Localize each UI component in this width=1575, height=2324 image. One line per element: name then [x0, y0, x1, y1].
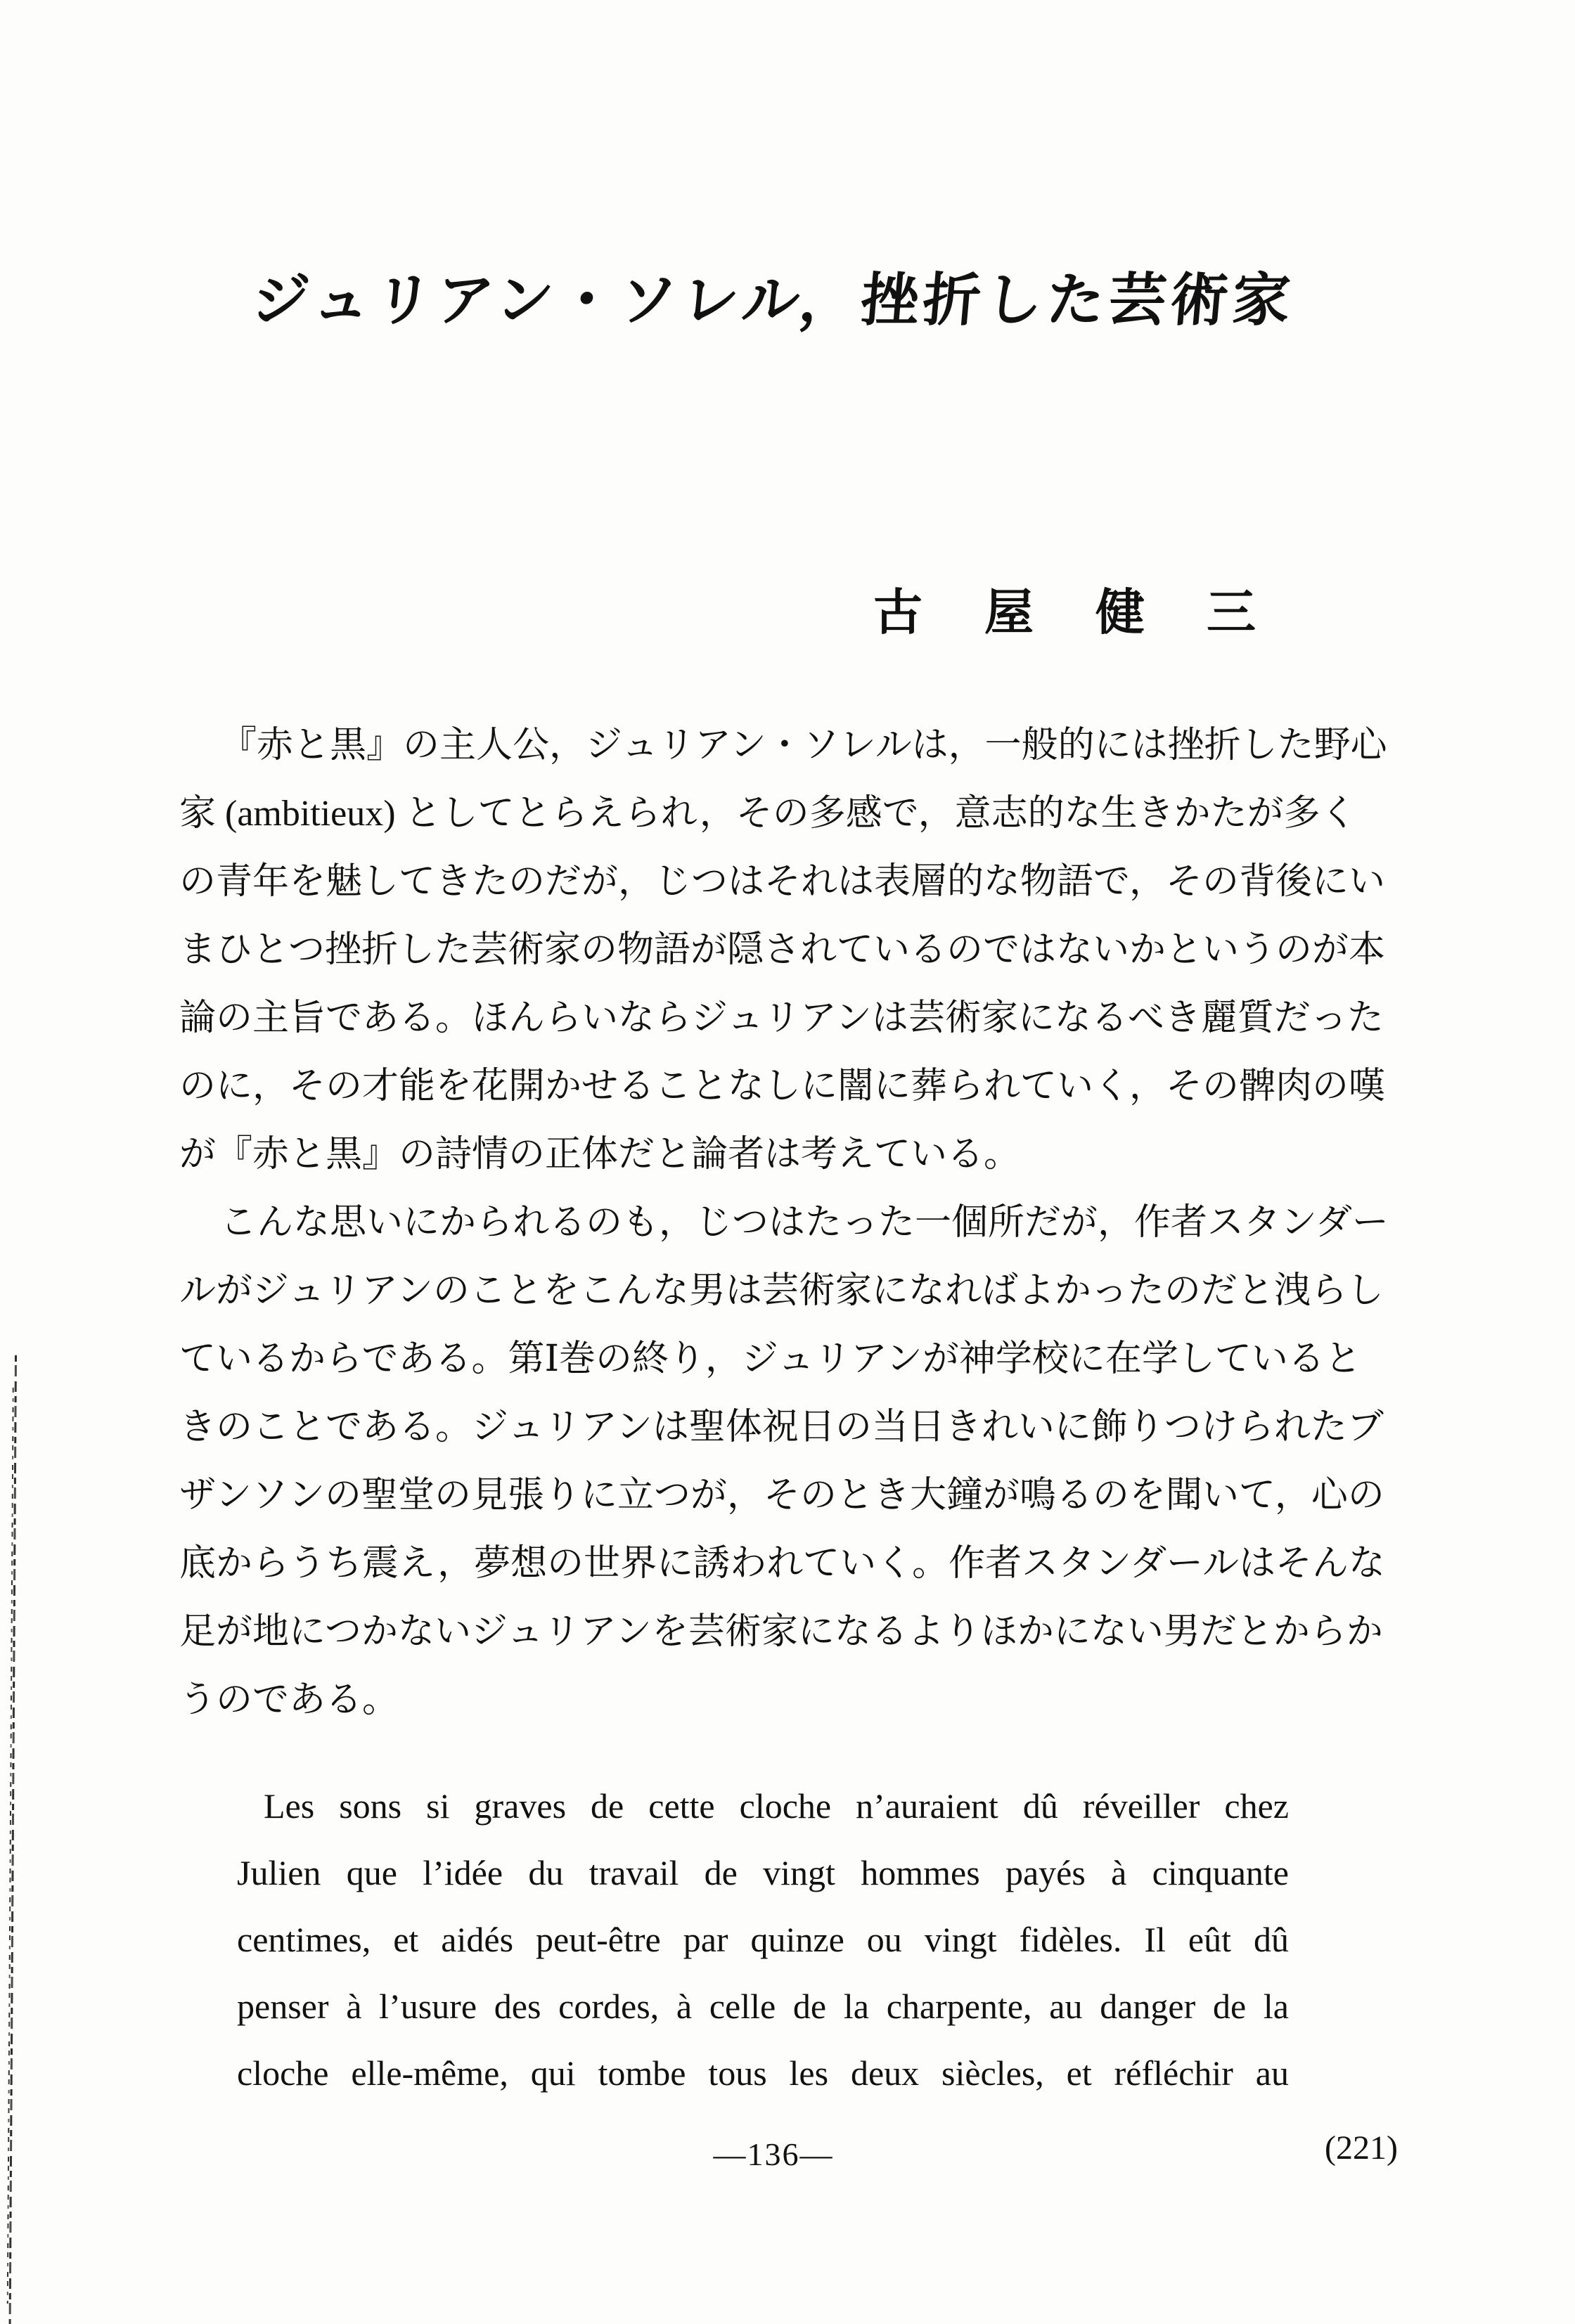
- body-line: 底からうち震え，夢想の世界に誘われていく。作者スタンダールはそんな: [179, 1544, 1385, 1584]
- body-line: 論の主旨である。ほんらいならジュリアンは芸術家になるべき麗質だった: [179, 998, 1384, 1038]
- body-line: 家 (ambitieux) としてとらえられ，その多感で，意志的な生きかたが多く: [179, 794, 1357, 834]
- body-line: きのことである。ジュリアンは聖体祝日の当日きれいに飾りつけられたブ: [179, 1407, 1384, 1447]
- body-line: まひとつ挫折した芸術家の物語が隠されているのではないかというのが本: [179, 930, 1385, 970]
- quote-line: penser à l’usure des cordes, à celle de la charpente, au danger de la: [237, 1987, 1289, 2026]
- body-line: 足が地につかないジュリアンを芸術家になるよりほかにない男だとからか: [179, 1612, 1383, 1652]
- body-line: ルがジュリアンのことをこんな男は芸術家になればよかったのだと洩らし: [179, 1271, 1384, 1311]
- paragraph-2: [179, 1189, 1389, 1734]
- body-line: こんな思いにかられるのも，じつはたった一個所だが，作者スタンダー: [220, 1203, 1389, 1243]
- quote-line: Les sons si graves de cette cloche n’auraient dû réveiller chez: [264, 1786, 1289, 1826]
- quote-line: cloche elle-même, qui tombe tous les deux siècles, et réfléchir au: [237, 2053, 1289, 2093]
- quote-line: Julien que l’idée du travail de vingt hommes payés à cinquante: [237, 1853, 1289, 1892]
- footer-page-number: —136—: [713, 2136, 834, 2172]
- article-title: ジュリアン・ソレル，挫折した芸術家: [249, 269, 1297, 333]
- footer-issue-number: (221): [1325, 2129, 1398, 2167]
- body-line: の青年を魅してきたのだが，じつはそれは表層的な物語で，その背後にい: [179, 862, 1385, 902]
- paragraph-1: [179, 711, 1387, 1189]
- scan-artifact-line: [6, 1355, 18, 2324]
- quote-line: centimes, et aidés peut-être par quinze ou vingt fidèles. Il eût dû: [237, 1920, 1289, 1959]
- author-name: 古屋健三: [873, 586, 1318, 640]
- body-line: 『赤と黒』の主人公，ジュリアン・ソレルは，一般的には挫折した野心: [220, 725, 1387, 766]
- article-body: [179, 711, 1389, 1734]
- body-line: ザンソンの聖堂の見張りに立つが，そのとき大鐘が鳴るのを聞いて，心の: [179, 1476, 1384, 1516]
- body-line: ているからである。第Ⅰ巻の終り，ジュリアンが神学校に在学していると: [179, 1339, 1361, 1379]
- body-line: のに，その才能を花開かせることなしに闇に葬られていく，その髀肉の嘆: [179, 1066, 1385, 1106]
- body-line: が『赤と黒』の詩情の正体だと論者は考えている。: [179, 1135, 1021, 1175]
- french-block-quote: [237, 1773, 1289, 2107]
- body-line: うのである。: [179, 1680, 399, 1720]
